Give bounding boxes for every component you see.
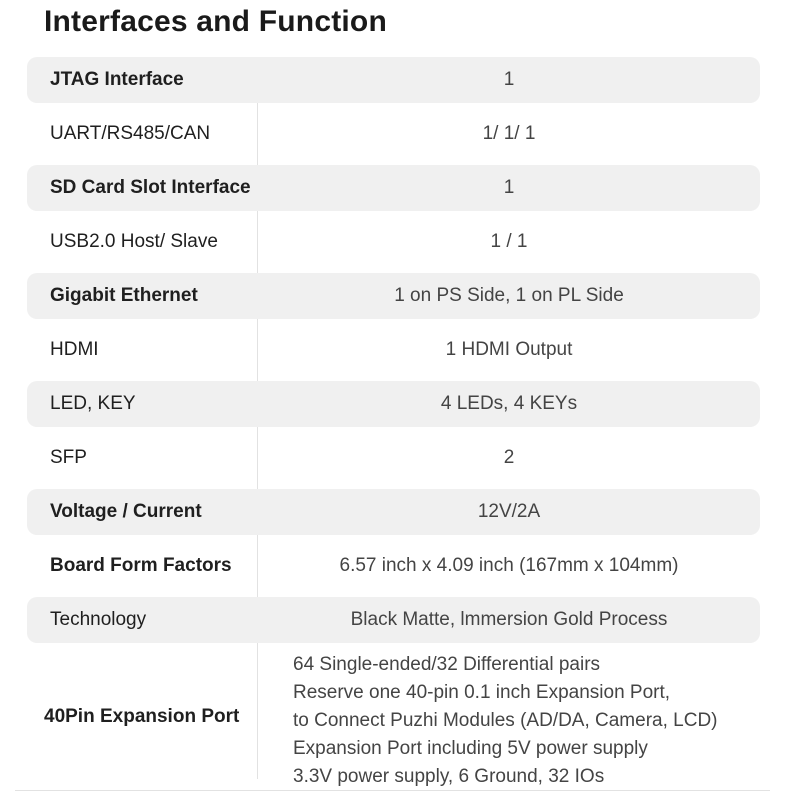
row-value: 1 on PS Side, 1 on PL Side xyxy=(394,285,624,306)
row-label: JTAG Interface xyxy=(50,69,184,90)
value-line: to Connect Puzhi Modules (AD/DA, Camera, LCD) xyxy=(293,710,718,731)
table-bottom-divider xyxy=(15,790,770,791)
table-row xyxy=(27,327,760,373)
row-label: 40Pin Expansion Port xyxy=(44,705,240,727)
row-label: HDMI xyxy=(50,339,99,360)
row-label: LED, KEY xyxy=(50,393,136,414)
table-row xyxy=(27,597,760,643)
row-label: SD Card Slot Interface xyxy=(50,177,251,198)
row-value: 12V/2A xyxy=(477,501,541,522)
row-label: UART/RS485/CAN xyxy=(50,123,211,144)
value-line: Expansion Port including 5V power supply xyxy=(293,738,648,759)
value-line: 64 Single-ended/32 Differential pairs xyxy=(293,654,601,675)
page-title: Interfaces and Function xyxy=(44,5,387,38)
row-label: USB2.0 Host/ Slave xyxy=(50,231,218,252)
table-row xyxy=(27,219,760,265)
table-row xyxy=(27,165,760,211)
row-label: Board Form Factors xyxy=(50,555,232,576)
table-row xyxy=(27,489,760,535)
value-line: Reserve one 40-pin 0.1 inch Expansion Port, xyxy=(293,682,671,703)
row-label: Technology xyxy=(50,609,147,630)
row-value: 1/ 1/ 1 xyxy=(482,123,536,144)
table-row xyxy=(27,543,760,589)
table-row xyxy=(27,381,760,427)
table-row xyxy=(27,273,760,319)
row-label: Voltage / Current xyxy=(50,501,202,522)
row-value: 4 LEDs, 4 KEYs xyxy=(440,393,578,414)
row-value: 1 xyxy=(503,177,515,198)
row-value: 1 / 1 xyxy=(490,231,528,252)
row-value-multiline xyxy=(293,649,760,786)
row-label: SFP xyxy=(50,447,87,468)
table-row xyxy=(27,111,760,157)
row-value: 6.57 inch x 4.09 inch (167mm x 104mm) xyxy=(339,555,679,576)
row-value: 2 xyxy=(503,447,515,468)
row-label: Gigabit Ethernet xyxy=(50,285,198,306)
row-value: 1 xyxy=(503,69,515,90)
spec-table xyxy=(27,57,760,787)
table-row xyxy=(27,57,760,103)
table-row xyxy=(27,435,760,481)
expansion-port-row xyxy=(27,649,760,787)
row-value: 1 HDMI Output xyxy=(445,339,573,360)
row-value: Black Matte, lmmersion Gold Process xyxy=(350,609,668,630)
value-line: 3.3V power supply, 6 Ground, 32 IOs xyxy=(293,766,605,787)
